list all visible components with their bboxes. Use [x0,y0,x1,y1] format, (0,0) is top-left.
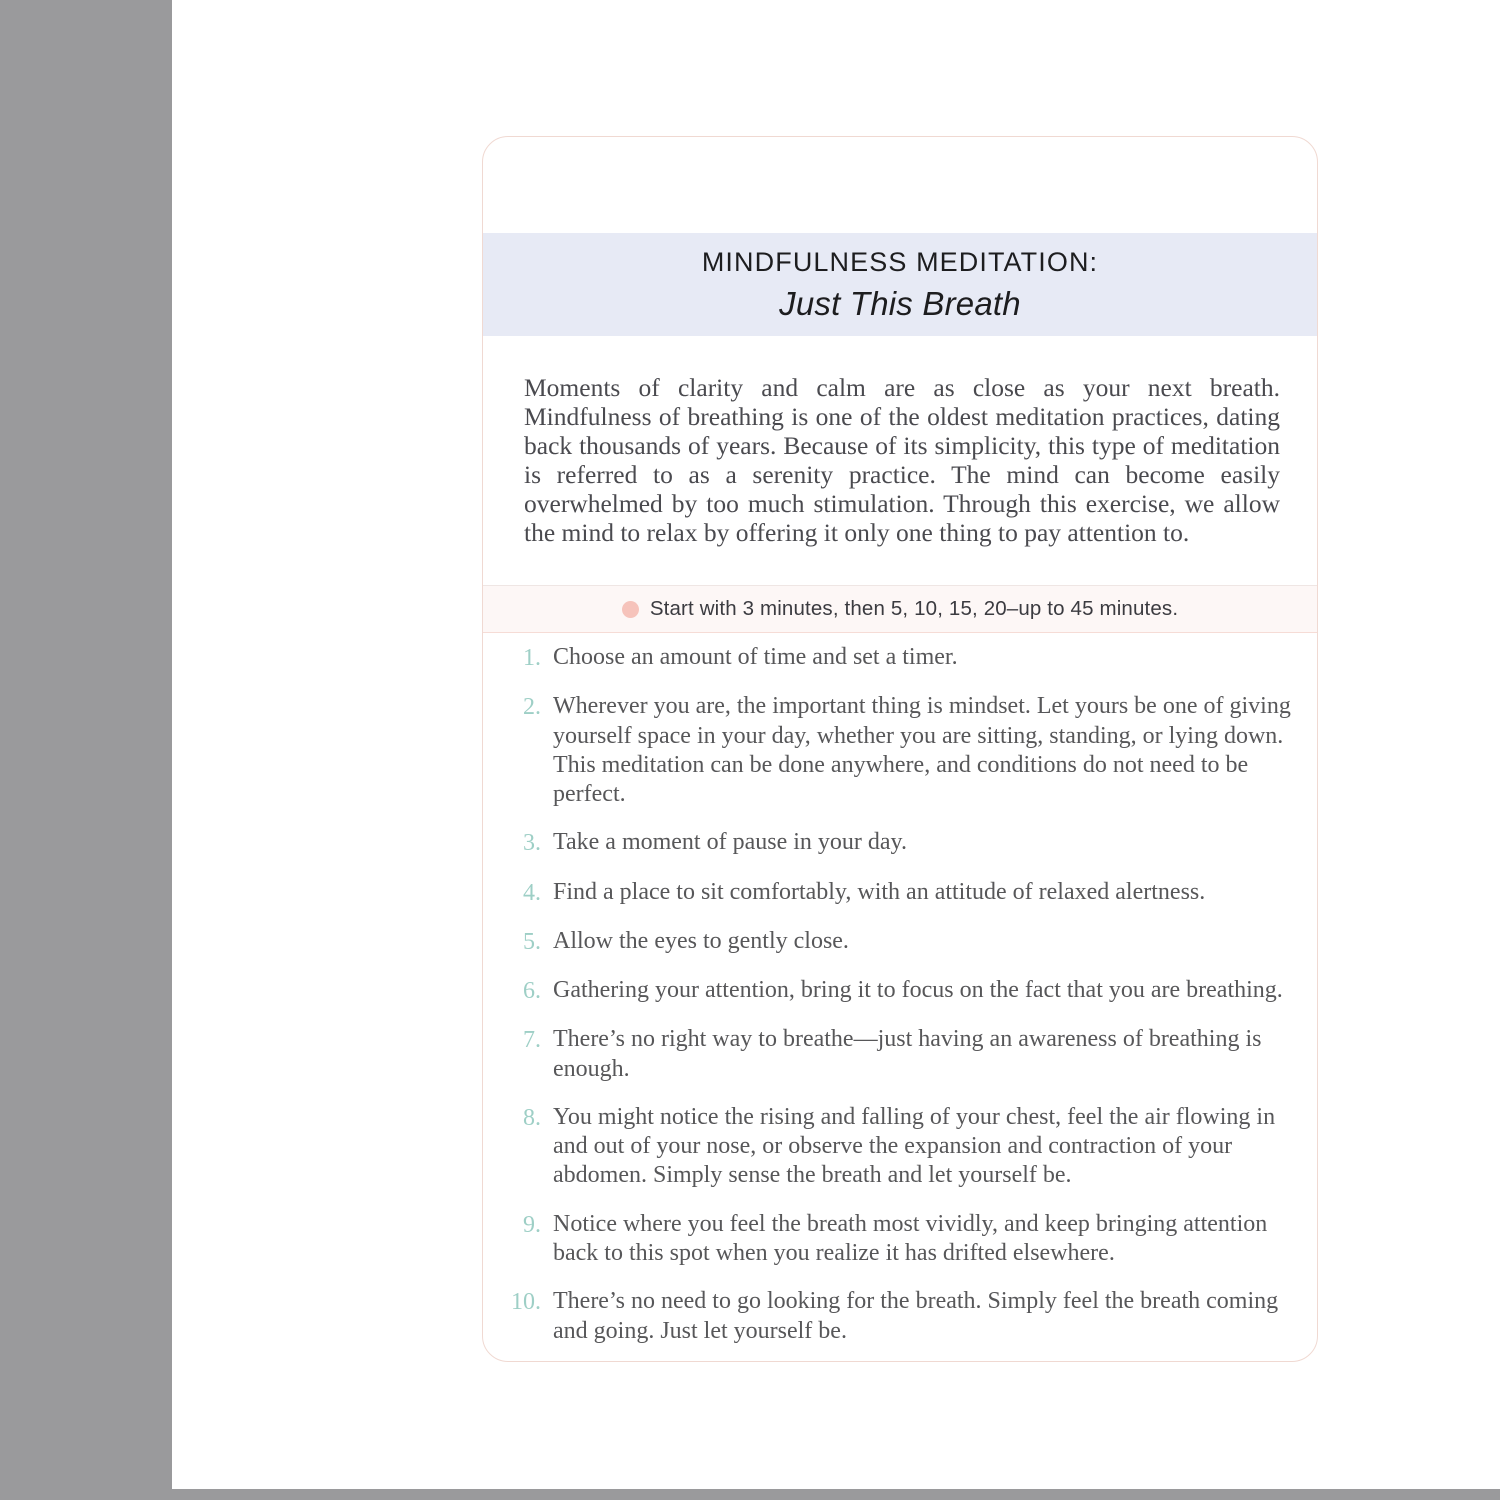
list-item [505,692,1301,809]
list-item-number: 4. [523,879,541,906]
list-item [505,1025,1301,1084]
list-item-number: 3. [523,830,541,857]
list-item [505,1103,1301,1191]
list-item-text: There’s no right way to breathe—just having an awareness of breathing is enough. [553,1026,1262,1082]
list-item-number: 8. [523,1104,541,1131]
list-item-text: Gathering your attention, bring it to focus on the fact that you are breathing. [553,977,1283,1004]
list-item-number: 9. [523,1211,541,1238]
list-item-text: Take a moment of pause in your day. [553,829,907,856]
card-header-band [483,233,1317,336]
list-item-number: 5. [523,928,541,955]
page-sheet [172,0,1500,1489]
page-subtitle: Just This Breath [779,284,1021,322]
list-item-number: 10. [511,1289,541,1316]
list-item-text: Choose an amount of time and set a timer. [553,644,958,670]
intro-paragraph: Moments of clarity and calm are as close as your next breath. Mindfulness of breathing is one of the oldest meditation practices, dating back thousands of years. Because of its simplicity, this type of meditation is referred to as a serenity practice. The mind can become easily overwhelmed by too much stimulation. Through this exercise, we allow the mind to relax by offering it only one thing to pay attention to. [524,373,1280,547]
list-item [505,976,1301,1006]
list-item-number: 2. [523,694,541,721]
list-item [505,1287,1301,1346]
list-item [505,643,1301,673]
steps-list [505,643,1301,1362]
list-item-number: 1. [523,645,541,671]
list-item-number: 7. [523,1027,541,1054]
list-item-text: Notice where you feel the breath most vividly, and keep bringing attention back to this spot when you realize it has drifted elsewhere. [553,1210,1268,1266]
list-item-number: 6. [523,978,541,1005]
dot-icon [622,601,639,618]
list-item-text: You might notice the rising and falling of your chest, feel the air flowing in and out of your nose, or observe the expansion and contraction of your abdomen. Simply sense the breath and let yourself be. [553,1103,1276,1189]
meditation-card [482,136,1318,1362]
list-item [505,1210,1301,1269]
list-item [505,927,1301,957]
list-item-text: Wherever you are, the important thing is mindset. Let yours be one of giving yourself space in your day, whether you are sitting, standing, or lying down. This meditation can be done anywhere, and conditions do not need to be perfect. [553,693,1291,808]
list-item [505,828,1301,858]
list-item-text: Find a place to sit comfortably, with an attitude of relaxed alertness. [553,878,1206,905]
tip-text: Start with 3 minutes, then 5, 10, 15, 20–up to 45 minutes. [649,597,1179,620]
page-title: MINDFULNESS MEDITATION: [701,247,1099,278]
list-item [505,878,1301,908]
list-item-text: Allow the eyes to gently close. [553,927,849,954]
tip-row [483,585,1317,633]
list-item-text: There’s no need to go looking for the breath. Simply feel the breath coming and going. Just let yourself be. [553,1288,1279,1344]
